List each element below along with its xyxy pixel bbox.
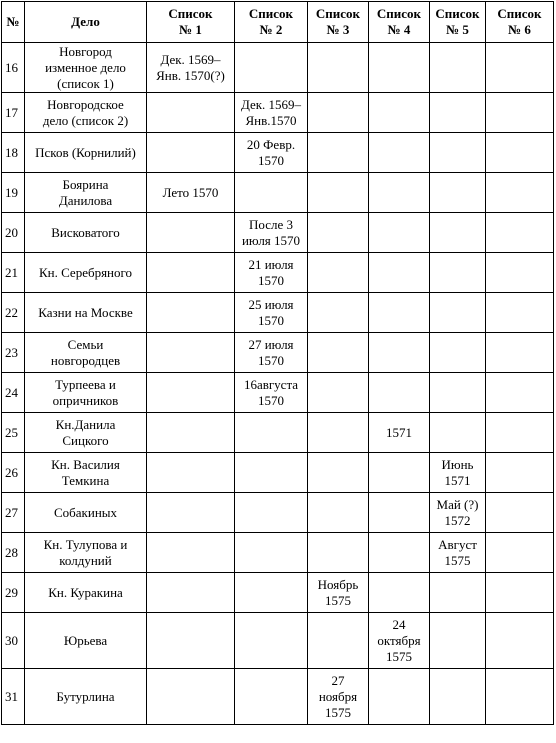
list-1-date (147, 333, 235, 373)
header-case: Дело (25, 2, 147, 43)
list-5-date: Май (?) 1572 (430, 493, 486, 533)
case-name: Висковатого (25, 213, 147, 253)
list-5-date: Август 1575 (430, 533, 486, 573)
table-row (2, 293, 554, 333)
list-5-date (430, 253, 486, 293)
header-number: № (2, 2, 25, 43)
header-list-1: Список № 1 (147, 2, 235, 43)
list-3-date (308, 493, 369, 533)
list-6-date (486, 669, 554, 725)
row-number: 18 (2, 133, 25, 173)
header-list-5: Список № 5 (430, 2, 486, 43)
list-3-date (308, 333, 369, 373)
case-name: Семьи новгородцев (25, 333, 147, 373)
list-5-date (430, 43, 486, 93)
list-5-date (430, 573, 486, 613)
case-name: Кн. Василия Темкина (25, 453, 147, 493)
table-row (2, 43, 554, 93)
header-list-6: Список № 6 (486, 2, 554, 43)
list-6-date (486, 533, 554, 573)
list-2-date (235, 413, 308, 453)
list-1-date: Дек. 1569– Янв. 1570(?) (147, 43, 235, 93)
list-2-date: После 3 июля 1570 (235, 213, 308, 253)
list-2-date (235, 43, 308, 93)
list-4-date (369, 133, 430, 173)
list-1-date (147, 669, 235, 725)
table-row (2, 669, 554, 725)
list-2-date: 16августа 1570 (235, 373, 308, 413)
list-2-date: 21 июля 1570 (235, 253, 308, 293)
case-name: Новгородское дело (список 2) (25, 93, 147, 133)
row-number: 25 (2, 413, 25, 453)
case-name: Новгород изменное дело (список 1) (25, 43, 147, 93)
case-name: Турпеева и опричников (25, 373, 147, 413)
list-1-date (147, 453, 235, 493)
list-4-date: 1571 (369, 413, 430, 453)
list-1-date (147, 413, 235, 453)
row-number: 24 (2, 373, 25, 413)
list-2-date: 27 июля 1570 (235, 333, 308, 373)
list-5-date: Июнь 1571 (430, 453, 486, 493)
table-row (2, 613, 554, 669)
case-name: Кн. Серебряного (25, 253, 147, 293)
list-5-date (430, 613, 486, 669)
list-2-date (235, 669, 308, 725)
list-5-date (430, 93, 486, 133)
list-6-date (486, 613, 554, 669)
case-name: Собакиных (25, 493, 147, 533)
list-1-date (147, 493, 235, 533)
list-6-date (486, 133, 554, 173)
list-3-date (308, 613, 369, 669)
list-2-date (235, 453, 308, 493)
list-6-date (486, 373, 554, 413)
row-number: 29 (2, 573, 25, 613)
list-6-date (486, 413, 554, 453)
table-row (2, 253, 554, 293)
list-4-date (369, 453, 430, 493)
list-2-date (235, 493, 308, 533)
list-6-date (486, 253, 554, 293)
row-number: 19 (2, 173, 25, 213)
list-1-date (147, 253, 235, 293)
list-4-date (369, 293, 430, 333)
list-4-date (369, 669, 430, 725)
row-number: 30 (2, 613, 25, 669)
list-6-date (486, 493, 554, 533)
list-2-date: Дек. 1569– Янв.1570 (235, 93, 308, 133)
case-name: Казни на Москве (25, 293, 147, 333)
row-number: 22 (2, 293, 25, 333)
list-5-date (430, 333, 486, 373)
list-4-date (369, 493, 430, 533)
table-row (2, 333, 554, 373)
row-number: 27 (2, 493, 25, 533)
row-number: 31 (2, 669, 25, 725)
list-4-date (369, 173, 430, 213)
list-2-date (235, 533, 308, 573)
case-name: Псков (Корнилий) (25, 133, 147, 173)
list-3-date (308, 533, 369, 573)
list-3-date (308, 413, 369, 453)
header-row (2, 2, 554, 43)
list-5-date (430, 173, 486, 213)
row-number: 26 (2, 453, 25, 493)
list-1-date (147, 613, 235, 669)
table-row (2, 133, 554, 173)
case-name: Кн. Куракина (25, 573, 147, 613)
row-number: 23 (2, 333, 25, 373)
case-name: Кн.Данила Сицкого (25, 413, 147, 453)
list-4-date (369, 573, 430, 613)
list-3-date (308, 93, 369, 133)
list-4-date (369, 333, 430, 373)
list-1-date (147, 373, 235, 413)
list-2-date (235, 613, 308, 669)
list-2-date: 20 Февр. 1570 (235, 133, 308, 173)
row-number: 16 (2, 43, 25, 93)
list-6-date (486, 333, 554, 373)
list-3-date (308, 173, 369, 213)
list-1-date (147, 293, 235, 333)
case-name: Боярина Данилова (25, 173, 147, 213)
row-number: 28 (2, 533, 25, 573)
table-row (2, 93, 554, 133)
table-row (2, 413, 554, 453)
list-1-date (147, 533, 235, 573)
table-row (2, 573, 554, 613)
list-3-date (308, 293, 369, 333)
list-6-date (486, 573, 554, 613)
list-3-date (308, 453, 369, 493)
list-4-date (369, 533, 430, 573)
table-row (2, 173, 554, 213)
list-5-date (430, 133, 486, 173)
list-4-date (369, 253, 430, 293)
list-1-date (147, 213, 235, 253)
table-row (2, 493, 554, 533)
list-4-date (369, 93, 430, 133)
list-4-date (369, 43, 430, 93)
table-row (2, 533, 554, 573)
list-2-date (235, 573, 308, 613)
header-list-3: Список № 3 (308, 2, 369, 43)
list-5-date (430, 213, 486, 253)
list-3-date: Ноябрь 1575 (308, 573, 369, 613)
case-name: Юрьева (25, 613, 147, 669)
list-3-date (308, 373, 369, 413)
list-3-date (308, 133, 369, 173)
list-5-date (430, 293, 486, 333)
list-2-date: 25 июля 1570 (235, 293, 308, 333)
list-1-date (147, 573, 235, 613)
list-1-date: Лето 1570 (147, 173, 235, 213)
header-list-4: Список № 4 (369, 2, 430, 43)
row-number: 21 (2, 253, 25, 293)
table-body (2, 43, 554, 725)
list-3-date (308, 213, 369, 253)
list-6-date (486, 43, 554, 93)
table-row (2, 453, 554, 493)
list-4-date (369, 373, 430, 413)
list-5-date (430, 373, 486, 413)
list-3-date: 27 ноября 1575 (308, 669, 369, 725)
case-name: Бутурлина (25, 669, 147, 725)
list-5-date (430, 669, 486, 725)
table-row (2, 213, 554, 253)
lists-table (1, 1, 554, 725)
table-row (2, 373, 554, 413)
list-6-date (486, 213, 554, 253)
list-6-date (486, 173, 554, 213)
list-5-date (430, 413, 486, 453)
row-number: 20 (2, 213, 25, 253)
list-2-date (235, 173, 308, 213)
list-6-date (486, 453, 554, 493)
list-4-date (369, 213, 430, 253)
list-6-date (486, 93, 554, 133)
list-6-date (486, 293, 554, 333)
list-1-date (147, 93, 235, 133)
list-4-date: 24 октября 1575 (369, 613, 430, 669)
header-list-2: Список № 2 (235, 2, 308, 43)
list-3-date (308, 43, 369, 93)
case-name: Кн. Тулупова и колдуний (25, 533, 147, 573)
row-number: 17 (2, 93, 25, 133)
list-3-date (308, 253, 369, 293)
list-1-date (147, 133, 235, 173)
